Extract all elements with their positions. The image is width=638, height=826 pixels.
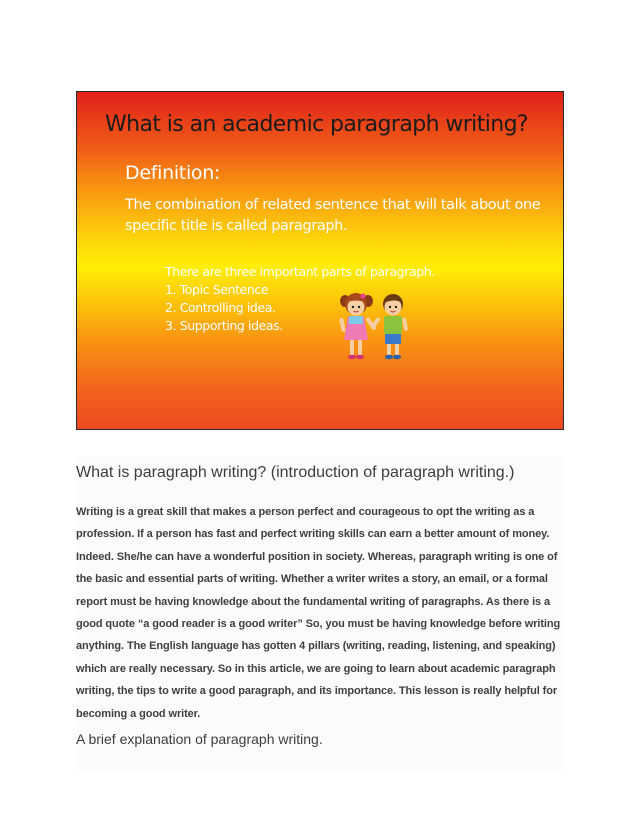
definition-text: The combination of related sentence that will talk about one specific title is called paragraph. bbox=[125, 197, 541, 234]
part-supporting-ideas: 3. Supporting ideas. bbox=[165, 318, 283, 333]
article-section bbox=[76, 456, 564, 770]
parts-intro: There are three important parts of paragraph. bbox=[165, 264, 435, 279]
part-controlling-idea: 2. Controlling idea. bbox=[165, 300, 276, 315]
slide-image bbox=[76, 91, 564, 430]
slide-title: What is an academic paragraph writing? bbox=[105, 112, 529, 137]
kids-illustration-icon bbox=[335, 288, 415, 364]
section-body-text: Writing is a great skill that makes a person perfect and courageous to opt the writing as a profession. If a person has fast and perfect writing skills can earn a better amount of money. Indeed. She/he can have a wonderful position in society. Whereas, paragraph writing is one of the basic and essential parts of writing. Whether a writer writes a story, an email, or a formal report must be having knowledge about the fundamental writing of paragraphs. As there is a good quote “a good reader is a good writer” So, you must be having knowledge before writing anything. The English language has gotten 4 pillars (writing, reading, listening, and speaking) which are really necessary. So in this article, we are going to learn about academic paragraph writing, the tips to write a good paragraph, and its importance. This lesson is really helpful for becoming a good writer. bbox=[76, 506, 561, 720]
section-subheading: A brief explanation of paragraph writing. bbox=[76, 731, 323, 747]
section-heading: What is paragraph writing? (introduction of paragraph writing.) bbox=[76, 464, 515, 481]
part-topic-sentence: 1. Topic Sentence bbox=[165, 282, 269, 297]
definition-heading: Definition: bbox=[125, 162, 221, 184]
boy-figure bbox=[370, 294, 408, 359]
